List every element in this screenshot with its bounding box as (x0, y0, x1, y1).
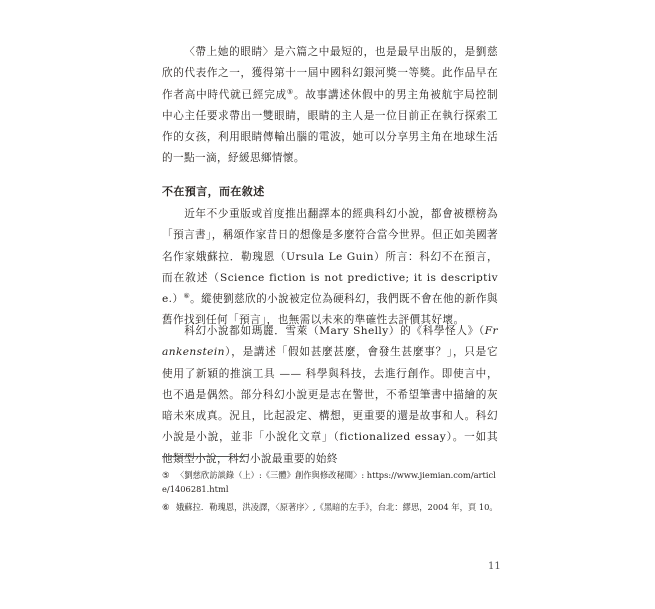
section-heading: 不在預言，而在敘述 (162, 185, 265, 198)
book-title-english: Frankenstein (162, 325, 498, 359)
paragraph-3-text-b: ），是講述「假如甚麼甚麼，會發生甚麼事？」，只是它使用了新穎的推演工具 —— 科學與科技，去進行創作。即使言中，也不過是偶然。部分科幻小說更是志在警世，不希望筆書中描繪的灰暗未來成真。況且，比起設定、構想，更重要的還是故事和人。科幻小說是小說，並非「小說化文章」（fictionalized essay）。一如其他類型小說，科幻小說最重要的始終 (162, 346, 498, 465)
footnote-6 (162, 500, 502, 514)
intro-paragraph (162, 42, 498, 170)
footnote-5-mark: ⑤ (162, 470, 170, 480)
intro-text-a: 〈帶上她的眼睛〉是六篇之中最短的，也是最早出版的，是劉慈欣的代表作之一，獲得第十一屆中國科幻銀河獎一等獎。此作品早在作者高中時代就已經完成 (162, 46, 498, 101)
footnote-ref-5[interactable]: ⑤ (286, 87, 294, 96)
paragraph-3 (162, 321, 498, 470)
paragraph-2 (162, 204, 498, 332)
footnote-6-mark: ⑥ (162, 502, 170, 512)
paragraph-2-text-b: 。縱使劉慈欣的小說被定位為硬科幻，我們既不會在他的新作與舊作找到任何「預言」，也無需以未來的準確性去評價其好壞。 (162, 293, 498, 327)
footnote-ref-6[interactable]: ⑥ (183, 292, 191, 301)
paragraph-3-text-a: 科幻小說都如瑪麗．雪萊（Mary Shelly）的《科學怪人》（ (184, 325, 485, 337)
footnote-6-text: 娥蘇拉．勒瑰恩，洪凌譯，〈原著序〉,《黑暗的左手》，台北：繆思，2004 年，頁 10。 (176, 502, 498, 512)
footnote-5 (162, 468, 502, 496)
footnote-divider (162, 456, 248, 457)
page-number: 11 (488, 561, 501, 572)
footnote-5-text[interactable]: 〈劉慈欣訪談錄（上）:《三體》創作與修改秘聞〉: https://www.jiemian.com/article/1406281.html (162, 470, 496, 494)
intro-text-b: 。故事講述休假中的男主角被航宇局控制中心主任要求帶出一雙眼睛，眼睛的主人是一位目前正在執行探索工作的女孩，利用眼睛傳輸出腦的電波，她可以分享男主角在地球生活的一點一滴，紓緩思鄉情懷。 (162, 88, 499, 165)
paragraph-2-text-a: 近年不少重版或首度推出翻譯本的經典科幻小說，都會被標榜為「預言書」，稱頌作家昔日的想像是多麼符合當今世界。但正如美國著名作家娥蘇拉．勒瑰恩（Ursula Le Guin）所言：科幻不在預言，而在敘述（Science fiction is not predictive; it is descriptive.） (162, 208, 498, 306)
